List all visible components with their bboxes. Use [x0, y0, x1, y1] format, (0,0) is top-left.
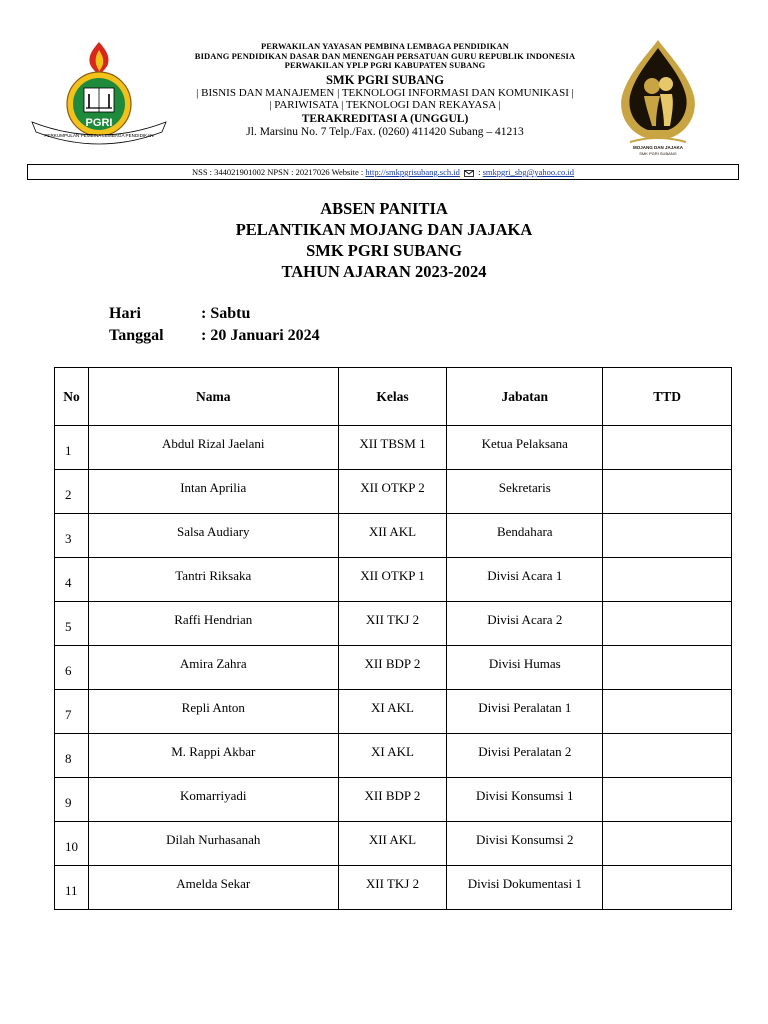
cell-nama: Raffi Hendrian: [88, 602, 338, 646]
cell-jabatan: Divisi Konsumsi 2: [447, 822, 603, 866]
cell-no: 5: [55, 602, 89, 646]
cell-kelas: XII BDP 2: [338, 778, 447, 822]
cell-kelas: XII AKL: [338, 514, 447, 558]
cell-kelas: XII BDP 2: [338, 646, 447, 690]
table-row: [55, 426, 732, 470]
cell-jabatan: Bendahara: [447, 514, 603, 558]
cell-jabatan: Divisi Acara 1: [447, 558, 603, 602]
cell-ttd-signature[interactable]: [603, 646, 732, 690]
cell-nama: M. Rappi Akbar: [88, 734, 338, 778]
cell-ttd-signature[interactable]: [603, 866, 732, 910]
table-row: [55, 602, 732, 646]
cell-ttd-signature[interactable]: [603, 602, 732, 646]
title-line1: ABSEN PANITIA: [320, 199, 448, 218]
cell-no: 8: [55, 734, 89, 778]
cell-no: 9: [55, 778, 89, 822]
table-row: [55, 646, 732, 690]
cell-ttd-signature[interactable]: [603, 426, 732, 470]
cell-nama: Amira Zahra: [88, 646, 338, 690]
svg-text:SMK PGRI SUBANG: SMK PGRI SUBANG: [639, 151, 677, 156]
cell-nama: Salsa Audiary: [88, 514, 338, 558]
accreditation: TERAKREDITASI A (UNGGUL): [301, 113, 469, 126]
cell-jabatan: Divisi Konsumsi 1: [447, 778, 603, 822]
tanggal-value: : 20 Januari 2024: [201, 327, 320, 344]
meta-tanggal: [109, 325, 320, 347]
table-row: [55, 558, 732, 602]
header-ttd: TTD: [603, 368, 732, 426]
svg-text:PGRI: PGRI: [85, 117, 113, 129]
header-no: No: [55, 368, 89, 426]
mojang-jajaka-logo: [616, 38, 700, 160]
cell-no: 11: [55, 866, 89, 910]
cell-no: 3: [55, 514, 89, 558]
title-line4: TAHUN AJARAN 2023-2024: [281, 262, 487, 281]
cell-ttd-signature[interactable]: [603, 822, 732, 866]
school-name: SMK PGRI SUBANG: [325, 72, 445, 87]
email-link[interactable]: smkpgri_sbg@yahoo.co.id: [482, 167, 575, 177]
cell-no: 1: [55, 426, 89, 470]
table-row: [55, 822, 732, 866]
cell-no: 6: [55, 646, 89, 690]
cell-jabatan: Divisi Acara 2: [447, 602, 603, 646]
website-link[interactable]: http://smkpgrisubang.sch.id: [365, 167, 460, 177]
programs-line1: | BISNIS DAN MANAJEMEN | TEKNOLOGI INFORMASI DAN KOMUNIKASI |: [196, 86, 574, 99]
cell-kelas: XI AKL: [338, 690, 447, 734]
table-row: [55, 734, 732, 778]
cell-ttd-signature[interactable]: [603, 470, 732, 514]
tanggal-label: Tanggal: [109, 327, 164, 344]
cell-ttd-signature[interactable]: [603, 778, 732, 822]
cell-jabatan: Divisi Humas: [447, 646, 603, 690]
letterhead-line1: PERWAKILAN YAYASAN PEMBINA LEMBAGA PENDIDIKAN: [260, 41, 510, 51]
table-row: [55, 866, 732, 910]
contact-sep: :: [475, 167, 483, 177]
cell-kelas: XII OTKP 1: [338, 558, 447, 602]
envelope-icon: [464, 170, 474, 177]
cell-no: 10: [55, 822, 89, 866]
cell-ttd-signature[interactable]: [603, 734, 732, 778]
letterhead-line2: BIDANG PENDIDIKAN DASAR DAN MENENGAH PERSATUAN GURU REPUBLIK INDONESIA: [194, 50, 576, 61]
cell-no: 7: [55, 690, 89, 734]
meta-hari: [109, 303, 320, 325]
cell-nama: Tantri Riksaka: [88, 558, 338, 602]
cell-jabatan: Ketua Pelaksana: [447, 426, 603, 470]
cell-no: 4: [55, 558, 89, 602]
header-nama: Nama: [88, 368, 338, 426]
cell-jabatan: Divisi Peralatan 2: [447, 734, 603, 778]
cell-kelas: XII TKJ 2: [338, 866, 447, 910]
cell-nama: Intan Aprilia: [88, 470, 338, 514]
letterhead: [0, 0, 768, 160]
cell-nama: Abdul Rizal Jaelani: [88, 426, 338, 470]
header-kelas: Kelas: [338, 368, 447, 426]
cell-nama: Komarriyadi: [88, 778, 338, 822]
cell-kelas: XII AKL: [338, 822, 447, 866]
hari-label: Hari: [109, 305, 141, 322]
table-row: [55, 778, 732, 822]
letterhead-text: [150, 42, 620, 139]
pgri-logo: [28, 40, 170, 148]
programs-line2: | PARIWISATA | TEKNOLOGI DAN REKAYASA |: [269, 98, 501, 111]
cell-ttd-signature[interactable]: [603, 558, 732, 602]
cell-nama: Amelda Sekar: [88, 866, 338, 910]
document-title: [0, 198, 768, 282]
cell-ttd-signature[interactable]: [603, 514, 732, 558]
cell-ttd-signature[interactable]: [603, 690, 732, 734]
contact-bar: [27, 164, 739, 180]
svg-text:PERKUMPULAN PEMBINA LEMBAG: PERKUMPULAN PEMBINA LEMBAGA PENDIDIKAN: [44, 133, 154, 138]
cell-jabatan: Divisi Dokumentasi 1: [447, 866, 603, 910]
header-jabatan: Jabatan: [447, 368, 603, 426]
cell-jabatan: Sekretaris: [447, 470, 603, 514]
table-row: [55, 514, 732, 558]
letterhead-line3: PERWAKILAN YPLP PGRI KABUPATEN SUBANG: [284, 60, 486, 71]
cell-no: 2: [55, 470, 89, 514]
cell-kelas: XI AKL: [338, 734, 447, 778]
cell-kelas: XII TKJ 2: [338, 602, 447, 646]
attendance-table: [54, 367, 732, 910]
table-row: [55, 470, 732, 514]
title-line2: PELANTIKAN MOJANG DAN JAJAKA: [235, 220, 533, 239]
cell-jabatan: Divisi Peralatan 1: [447, 690, 603, 734]
table-row: [55, 690, 732, 734]
title-line3: SMK PGRI SUBANG: [306, 241, 462, 260]
contact-ids: NSS : 344021901002 NPSN : 20217026 Website :: [191, 167, 366, 177]
cell-kelas: XII OTKP 2: [338, 470, 447, 514]
address: Jl. Marsinu No. 7 Telp./Fax. (0260) 411420 Subang – 41213: [246, 126, 524, 139]
table-header-row: [55, 368, 732, 426]
cell-kelas: XII TBSM 1: [338, 426, 447, 470]
svg-text:MOJANG DAN JAJAKA: MOJANG DAN JAJAKA: [632, 145, 684, 150]
event-meta: [109, 303, 320, 347]
hari-value: : Sabtu: [201, 305, 251, 322]
cell-nama: Dilah Nurhasanah: [88, 822, 338, 866]
cell-nama: Repli Anton: [88, 690, 338, 734]
